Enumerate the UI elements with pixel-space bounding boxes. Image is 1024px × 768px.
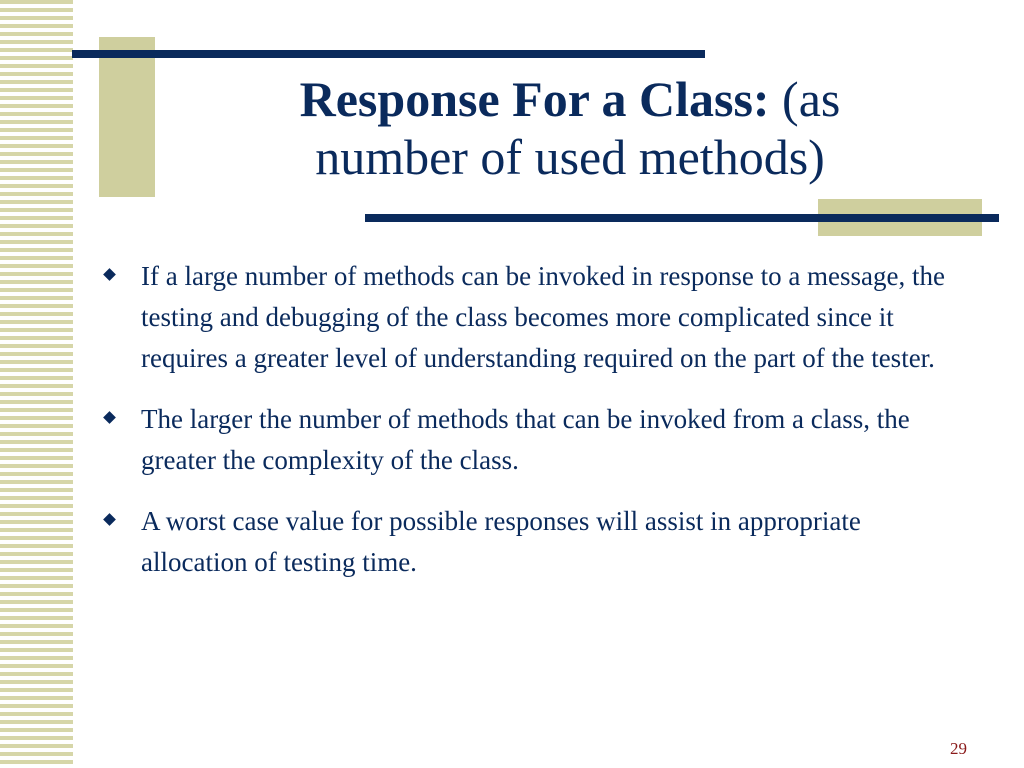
bullet-item xyxy=(103,399,973,481)
slide-title-bold: Response For a Class: xyxy=(299,71,770,127)
slide-title-line2: number of used methods) xyxy=(315,129,825,185)
decorative-navy-line-bottom xyxy=(365,214,999,222)
page-number: 29 xyxy=(950,739,967,758)
decorative-tan-block-top xyxy=(99,37,155,197)
diamond-bullet-icon xyxy=(103,411,116,424)
diamond-bullet-icon xyxy=(103,513,116,526)
bullet-text: If a large number of methods can be invoked in response to a message, the testing and debugging of the class becomes more complicated since it requires a greater level of understanding required on the part of the tester. xyxy=(141,261,946,373)
slide-title xyxy=(160,70,980,186)
bullet-text: A worst case value for possible responses will assist in appropriate allocation of testing time. xyxy=(141,506,861,577)
decorative-navy-line-top xyxy=(72,50,705,58)
bullet-list xyxy=(103,256,973,603)
diamond-bullet-icon xyxy=(103,268,116,281)
decorative-stripes xyxy=(0,0,73,768)
bullet-item xyxy=(103,501,973,583)
bullet-text: The larger the number of methods that can be invoked from a class, the greater the complexity of the class. xyxy=(141,404,910,475)
bullet-item xyxy=(103,256,973,379)
slide-title-rest: (as xyxy=(769,71,841,127)
